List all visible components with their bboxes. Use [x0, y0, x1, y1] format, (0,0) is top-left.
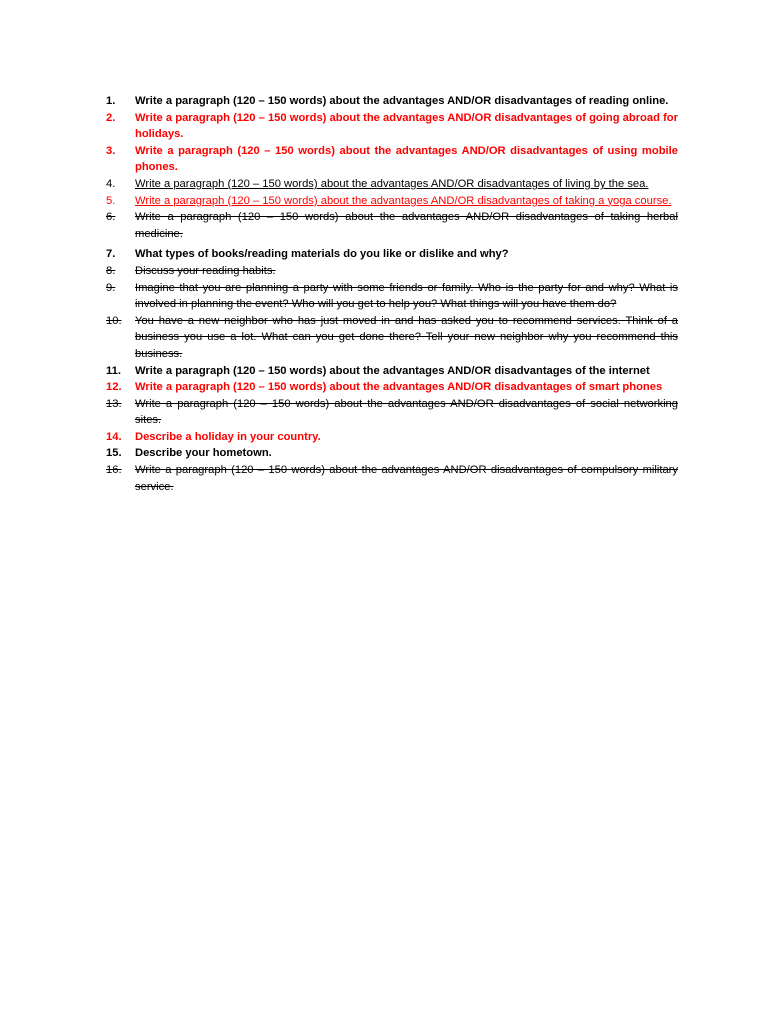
list-item: [106, 193, 678, 210]
list-item: [106, 280, 678, 313]
item-text: Imagine that you are planning a party with some friends or family. Who is the party for and why? What is involved in planning the event? Who will you get to help you? What things will you have them do?: [135, 281, 678, 311]
list-item: [106, 143, 678, 176]
item-text: Write a paragraph (120 – 150 words) about the advantages AND/OR disadvantages of going abroad for holidays.: [135, 111, 678, 141]
item-number: 16.: [106, 464, 122, 477]
item-number: 6.: [106, 211, 116, 224]
item-number: 7.: [106, 248, 116, 261]
task-list: [106, 93, 678, 495]
list-item: [106, 93, 678, 110]
item-text: Write a paragraph (120 – 150 words) about the advantages AND/OR disadvantages of reading online.: [135, 95, 669, 107]
item-text: Write a paragraph (120 – 150 words) about the advantages AND/OR disadvantages of smart phones: [135, 381, 663, 394]
item-text: Write a paragraph (120 – 150 words) about the advantages AND/OR disadvantages of the internet: [135, 364, 650, 377]
item-text: You have a new neighbor who has just moved in and has asked you to recommend services. Think of a business you use a lot. What can you get done there? Tell your new neighbor why you recommend this business.: [135, 314, 678, 360]
item-text: Describe a holiday in your country.: [135, 430, 321, 443]
item-text: Write a paragraph (120 – 150 words) about the advantages AND/OR disadvantages of taking a yoga course.: [135, 194, 672, 207]
item-number: 8.: [106, 264, 116, 277]
item-number: 9.: [106, 281, 116, 294]
list-item: [106, 246, 678, 263]
item-number: 10.: [106, 314, 122, 327]
item-text: Write a paragraph (120 – 150 words) about the advantages AND/OR disadvantages of compulsory military service.: [135, 464, 678, 493]
list-item: [106, 110, 678, 143]
list-item: [106, 176, 678, 193]
item-text: Write a paragraph (120 – 150 words) about the advantages AND/OR disadvantages of living by the sea.: [135, 177, 649, 190]
item-text: What types of books/reading materials do you like or dislike and why?: [135, 248, 509, 261]
item-number: 13.: [106, 397, 122, 410]
item-text: Write a paragraph (120 – 150 words) about the advantages AND/OR disadvantages of using mobile phones.: [135, 144, 678, 174]
item-number: 2.: [106, 111, 116, 124]
item-number: 11.: [106, 364, 121, 377]
item-number: 14.: [106, 430, 122, 443]
item-number: 12.: [106, 381, 122, 394]
item-text: Write a paragraph (120 – 150 words) about the advantages AND/OR disadvantages of taking herbal medicine.: [135, 211, 678, 240]
item-number: 5.: [106, 194, 116, 207]
list-item: [106, 263, 678, 280]
list-item: [106, 396, 678, 429]
item-number: 1.: [106, 95, 116, 107]
list-item: [106, 429, 678, 446]
item-number: 3.: [106, 144, 116, 157]
list-item: [106, 462, 678, 495]
list-item: [106, 379, 678, 396]
item-number: 15.: [106, 447, 122, 460]
item-text: Describe your hometown.: [135, 447, 272, 460]
list-item: [106, 363, 678, 380]
list-item: [106, 209, 678, 242]
item-text: Discuss your reading habits.: [135, 264, 276, 277]
item-text: Write a paragraph (120 – 150 words) about the advantages AND/OR disadvantages of social networking sites.: [135, 397, 678, 427]
list-item: [106, 445, 678, 462]
item-number: 4.: [106, 177, 116, 190]
list-item: [106, 313, 678, 363]
